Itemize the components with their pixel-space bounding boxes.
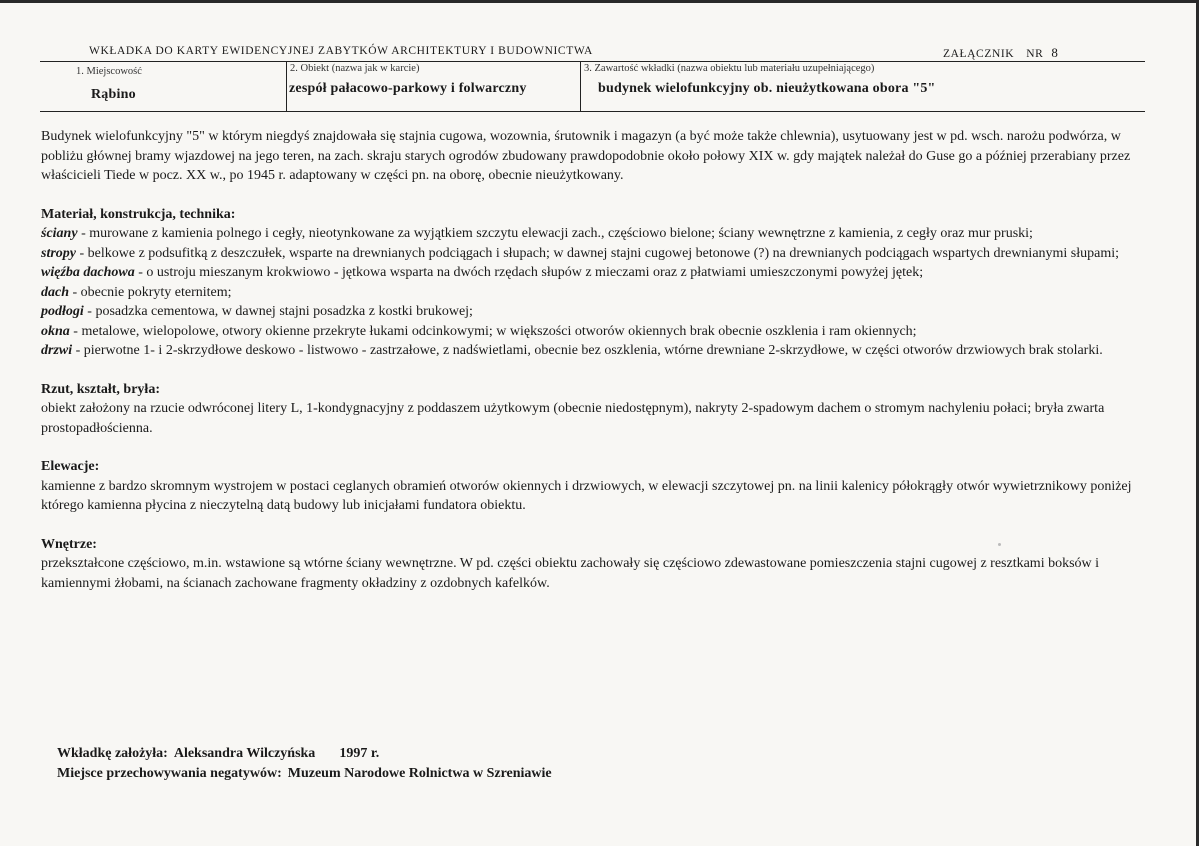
elevations-heading: Elewacje: <box>41 459 100 474</box>
interior-text: przekształcone częściowo, m.in. wstawione są wtórne ściany wewnętrzne. W pd. części obiektu zachowały się częściowo zdewastowane pomieszczenia stajni cugowej z resztkami boksów i kamiennymi żłobami, na ścianach zachowane fragmenty okładziny z ozdobnych kafelków. <box>41 556 1100 591</box>
field-3-label: 3. Zawartość wkładki (nazwa obiektu lub materiału uzupełniającego) <box>584 63 875 74</box>
fields-separator-2 <box>580 62 581 111</box>
negatives-label: Miejsce przechowywania negatywów: <box>57 766 282 781</box>
text-doors: - pierwotne 1- i 2-skrzydłowe deskowo - listwowo - zastrzałowe, z nadświetlami, obecnie bez oszklenia, wtórne drewniane 2-skrzydłowe, w części otworów drzwiowych brak stolarki. <box>72 343 1103 358</box>
term-windows: okna <box>41 323 70 339</box>
term-truss: więźba dachowa <box>41 265 135 280</box>
term-roof: dach <box>41 284 69 300</box>
plan-heading: Rzut, kształt, bryła: <box>41 381 160 397</box>
author-line <box>57 744 552 764</box>
negatives-location: Muzeum Narodowe Rolnictwa w Szreniawie <box>287 766 552 781</box>
field-2-value: zespół pałacowo-parkowy i folwarczny <box>289 81 527 96</box>
scan-speck <box>998 543 1001 546</box>
elevations-text: kamienne z bardzo skromnym wystrojem w postaci ceglanych obramień otworów okiennych i drzwiowych, w elewacji szczytowej pn. na linii kalenicy półokrągły otwór wywietrznikowy poniżej którego kamienna płycina z nieczytelną datą budowy lub inicjałami fundatora obiektu. <box>41 478 1132 513</box>
text-truss: - o ustroju mieszanym krokwiowo - jętkowa wsparta na dwóch rzędach słupów z mieczami oraz z płatwiami umieszczonymi powyżej jętek; <box>134 265 924 280</box>
material-item-ceilings <box>41 244 1141 264</box>
scan-edge-top <box>0 0 1199 3</box>
term-doors: drzwi <box>41 343 73 358</box>
term-ceilings: stropy <box>41 245 76 261</box>
form-title: WKŁADKA DO KARTY EWIDENCYJNEJ ZABYTKÓW ARCHITEKTURY I BUDOWNICTWA <box>89 45 593 57</box>
attachment-number <box>943 45 1059 61</box>
fields-separator-1 <box>286 62 287 111</box>
author-year: 1997 r. <box>339 746 380 761</box>
text-ceilings: - belkowe z podsufitką z deszczułek, wsparte na drewnianych podciągach i słupach; w dawnej stajni cugowej betonowe (?) na drewnianych podciągach wspartych drewnianymi słupami; <box>76 245 1120 261</box>
material-item-walls <box>41 224 1141 244</box>
interior-heading: Wnętrze: <box>41 536 97 552</box>
author-label: Wkładkę założyła: <box>57 746 168 761</box>
material-item-windows <box>41 322 1141 342</box>
field-1-value: Rąbino <box>91 87 136 102</box>
fields-top-rule <box>40 61 1145 62</box>
negatives-line <box>57 764 552 784</box>
intro-paragraph: Budynek wielofunkcyjny "5" w którym niegdyś znajdowała się stajnia cugowa, wozownia, śrutownik i magazyn (a być może także chlewnia), usytuowany jest w pd. wsch. narożu podwórza, w pobliżu głównej bramy wjazdowej na jego teren, na zach. skraju starych ogrodów zbudowany prawdopodobnie około połowy XIX w. gdy majątek należał do Guse go a później przerabiany przez właścicieli Tiede w pocz. XX w., po 1945 r. adaptowany w części pn. na oborę, obecnie nieużytkowany. <box>41 129 1131 183</box>
field-1-label: 1. Miejscowość <box>76 66 142 77</box>
text-windows: - metalowe, wielopolowe, otwory okienne przekryte łukami odcinkowymi; w większości otworów okiennych brak obecnie oszklenia i ram okiennych; <box>69 323 917 339</box>
material-item-roof <box>41 283 1141 303</box>
text-floors: - posadzka cementowa, w dawnej stajni posadzka z kostki brukowej; <box>83 304 473 319</box>
nr-label: NR <box>1026 48 1044 60</box>
material-item-doors <box>41 341 1141 361</box>
material-item-floors <box>41 302 1141 322</box>
footer <box>57 744 552 784</box>
text-roof: - obecnie pokryty eternitem; <box>69 284 232 300</box>
term-walls: ściany <box>41 226 78 241</box>
field-2-label: 2. Obiekt (nazwa jak w karcie) <box>290 63 420 74</box>
attachment-label: ZAŁĄCZNIK <box>943 48 1015 60</box>
plan-text: obiekt założony na rzucie odwróconej litery L, 1-kondygnacyjny z poddaszem użytkowym (obecnie niedostępnym), nakryty 2-spadowym dachem o stromym nachyleniu połaci; bryła zwarta prostopadłościenna. <box>41 401 1105 436</box>
material-heading: Materiał, konstrukcja, technika: <box>41 206 236 222</box>
nr-value: 8 <box>1051 45 1059 60</box>
text-walls: - murowane z kamienia polnego i cegły, nieotynkowane za wyjątkiem szczytu elewacji zach., częściowo bielone; ściany wewnętrzne z kamienia, z cegły oraz mur pruski; <box>77 226 1033 241</box>
fields-bottom-rule <box>40 111 1145 112</box>
term-floors: podłogi <box>41 304 84 319</box>
field-3-value: budynek wielofunkcyjny ob. nieużytkowana obora "5" <box>598 81 936 96</box>
material-item-truss <box>41 263 1141 283</box>
author-name: Aleksandra Wilczyńska <box>173 746 316 761</box>
description-body <box>41 127 1141 593</box>
